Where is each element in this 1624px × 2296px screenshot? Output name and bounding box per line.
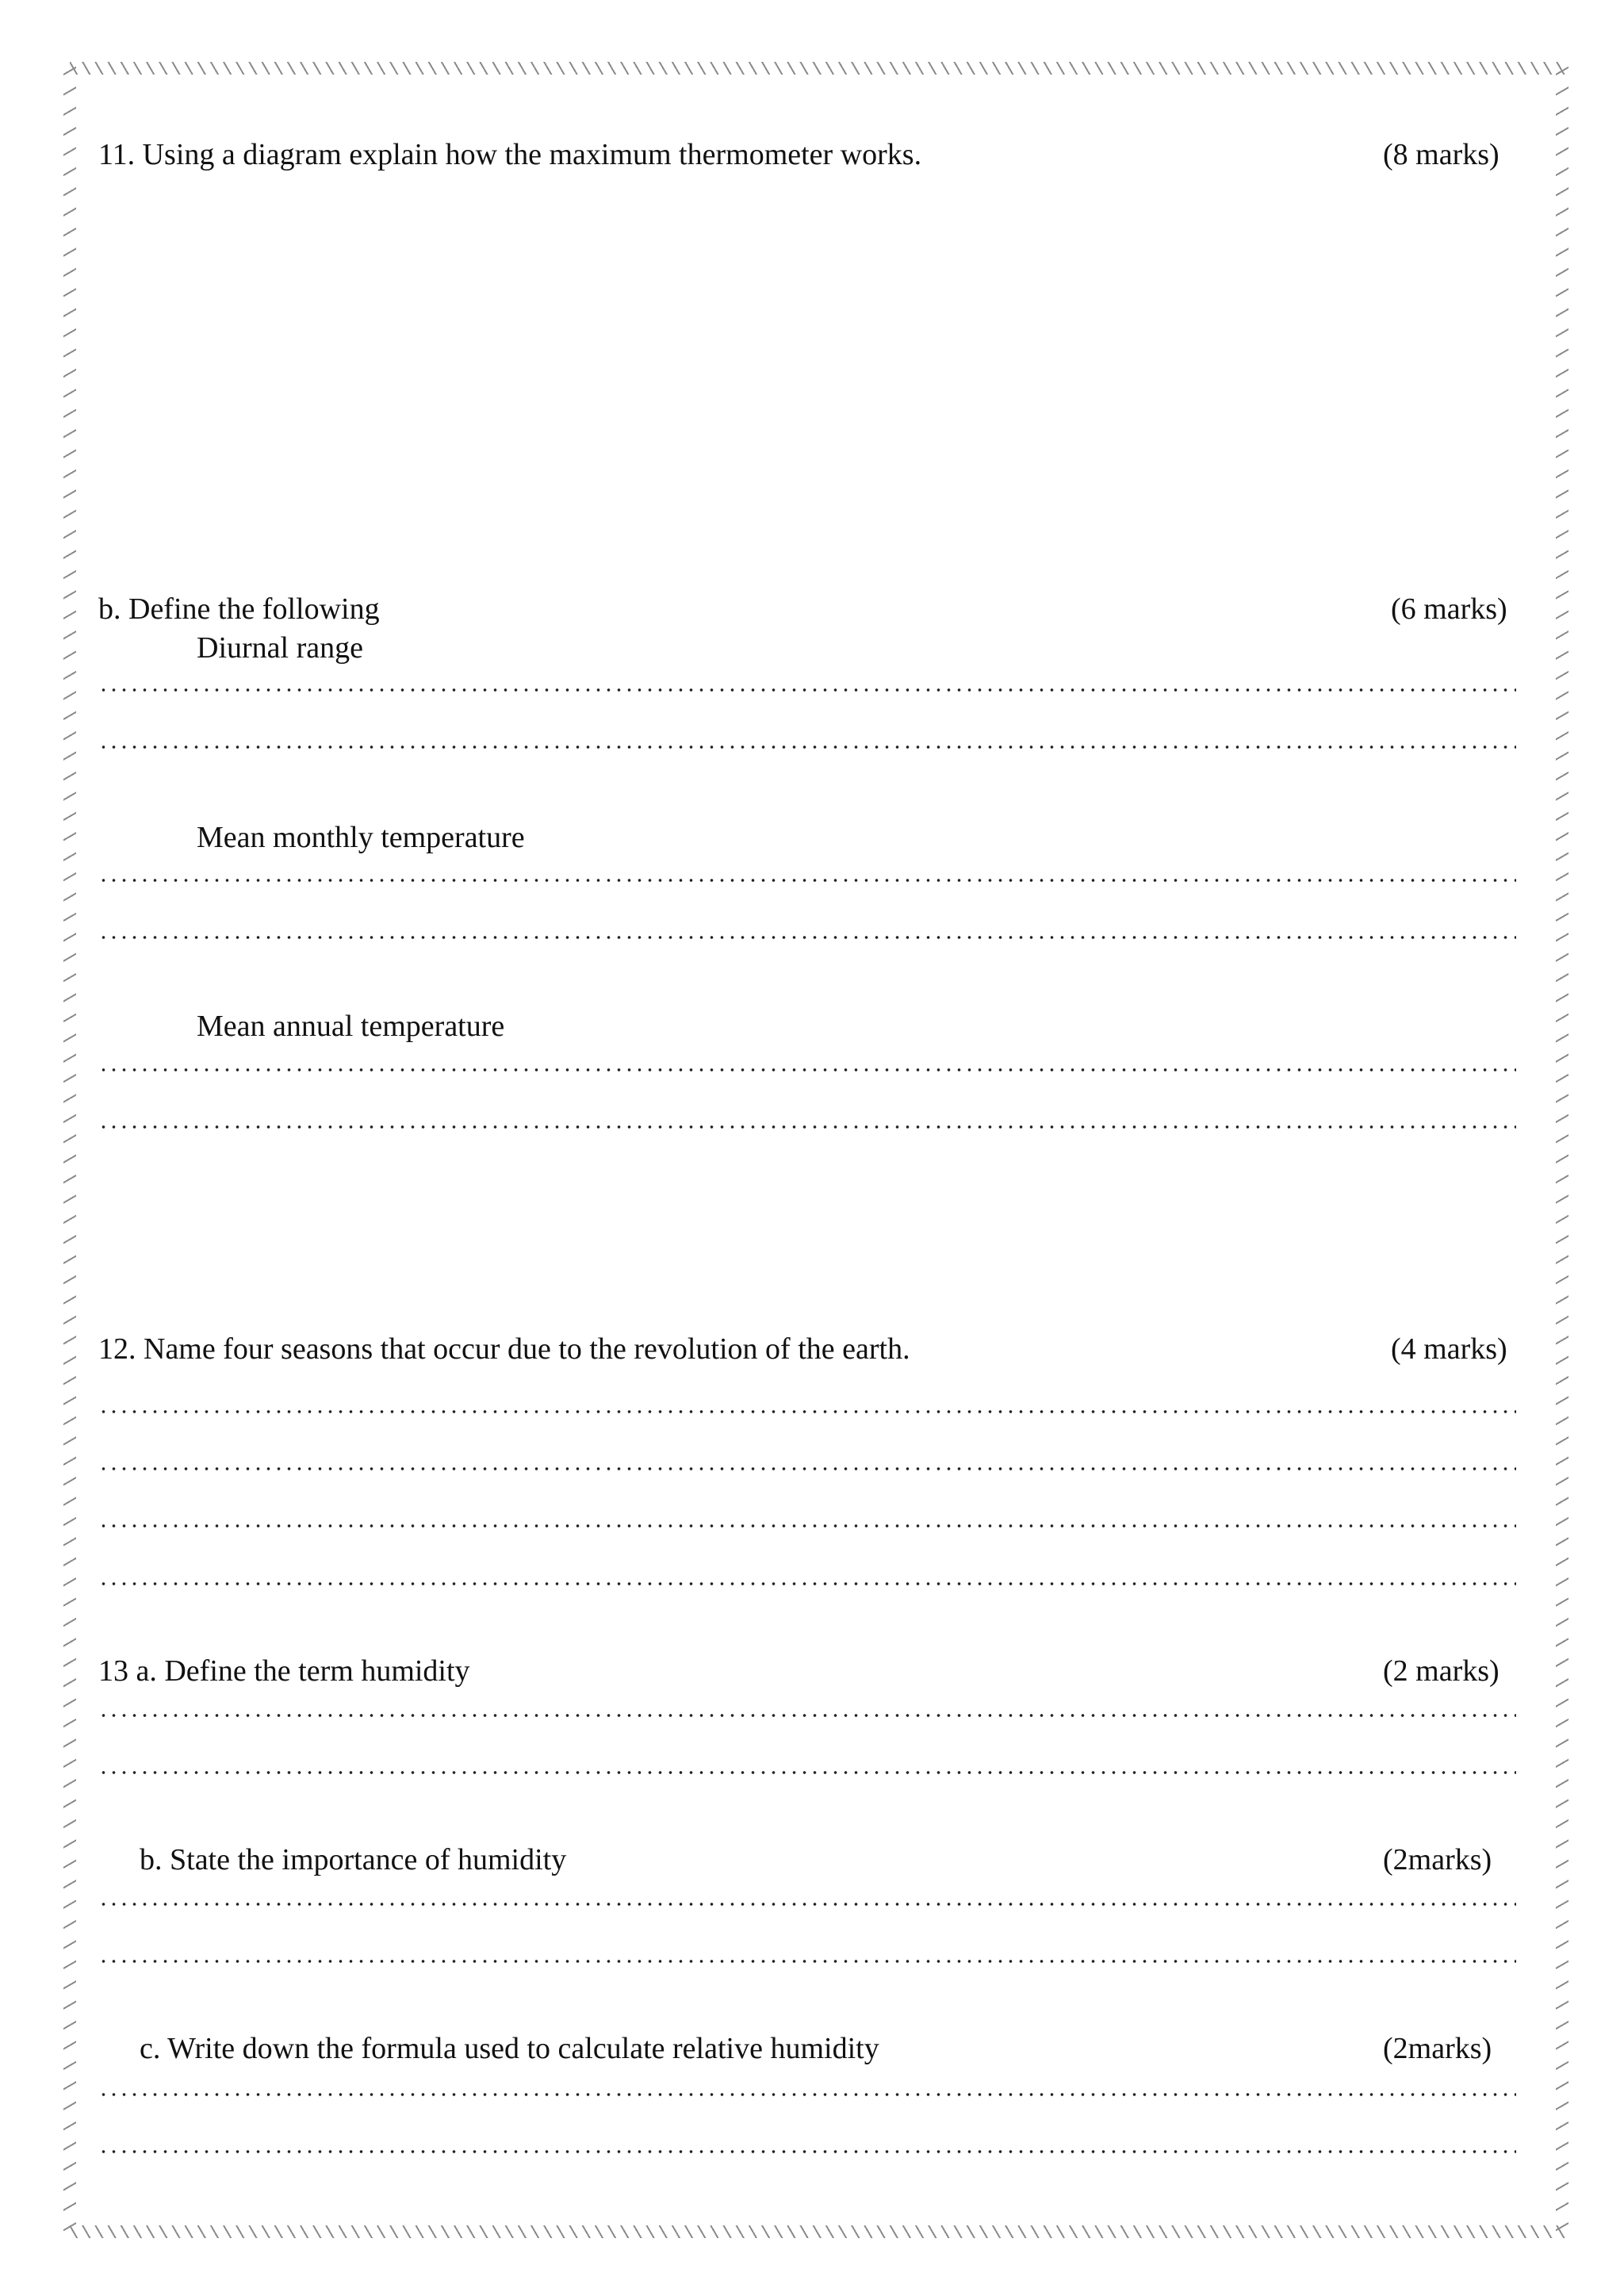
page-border-left [63, 65, 76, 2235]
answer-line[interactable] [98, 1067, 1516, 1073]
question-11-text: 11. Using a diagram explain how the maximum thermometer works. [98, 138, 922, 171]
question-11b-text: b. Define the following [98, 592, 380, 626]
answer-line[interactable] [98, 1523, 1516, 1529]
question-12-text: 12. Name four seasons that occur due to the revolution of the earth. [98, 1332, 910, 1366]
define-item-diurnal-range: Diurnal range [197, 631, 363, 665]
question-13b-text: b. State the importance of humidity [140, 1843, 567, 1876]
question-13c-text: c. Write down the formula used to calculate relative humidity [140, 2032, 879, 2065]
answer-line[interactable] [98, 744, 1516, 750]
question-13b-marks: (2marks) [1383, 1843, 1492, 1876]
answer-line[interactable] [98, 934, 1516, 941]
question-11-marks: (8 marks) [1383, 138, 1500, 171]
answer-line[interactable] [98, 877, 1516, 884]
define-item-mean-annual-temperature: Mean annual temperature [197, 1010, 505, 1043]
page-border-right [1556, 65, 1568, 2235]
answer-line[interactable] [98, 687, 1516, 693]
question-11b-marks: (6 marks) [1391, 592, 1507, 626]
answer-line[interactable] [98, 2091, 1516, 2098]
answer-line[interactable] [98, 1409, 1516, 1415]
answer-line[interactable] [98, 2148, 1516, 2155]
define-item-mean-monthly-temperature: Mean monthly temperature [197, 821, 525, 854]
question-13a-marks: (2 marks) [1383, 1654, 1500, 1688]
answer-line[interactable] [98, 1581, 1516, 1587]
answer-line[interactable] [98, 1958, 1516, 1964]
answer-line[interactable] [98, 1769, 1516, 1776]
question-13a-text: 13 a. Define the term humidity [98, 1654, 470, 1688]
page-border-bottom [70, 2225, 1568, 2238]
question-12-marks: (4 marks) [1391, 1332, 1507, 1366]
answer-line[interactable] [98, 1466, 1516, 1472]
page-border-top [70, 62, 1568, 75]
answer-line[interactable] [98, 1712, 1516, 1719]
answer-line[interactable] [98, 1901, 1516, 1907]
answer-line[interactable] [98, 1124, 1516, 1130]
question-13c-marks: (2marks) [1383, 2032, 1492, 2065]
